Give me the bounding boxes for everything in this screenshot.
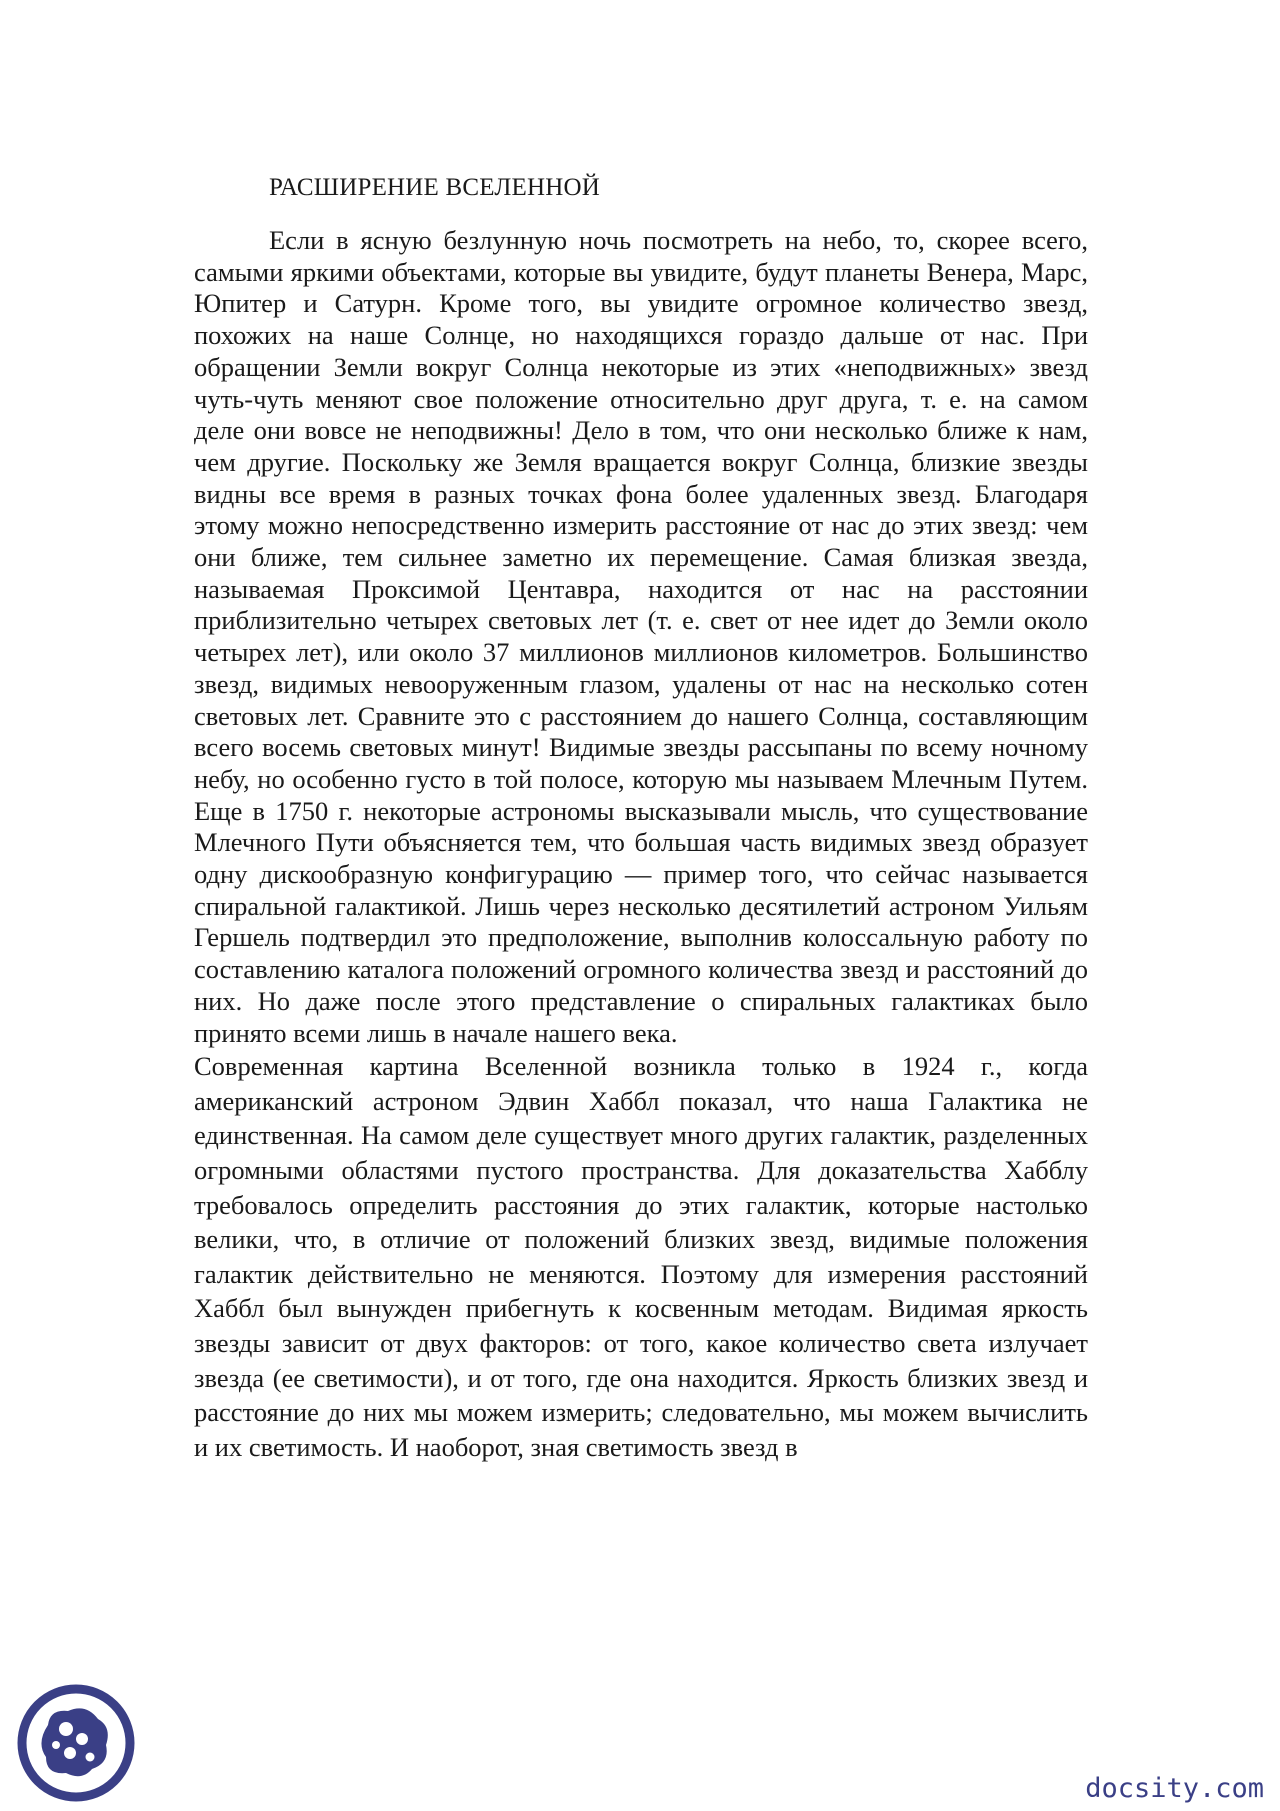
paragraph-1: Если в ясную безлунную ночь посмотреть на небо, то, скорее всего, самыми яркими объектами, которые вы увидите, будут планеты Венера, Марс, Юпитер и Сатурн. Кроме того, вы увидите огромное количество звезд, похожих на наше Солнце, но находящихся гораздо дальше от нас. При обращении Земли вокруг Солнца некоторые из этих «неподвижных» звезд чуть-чуть меняют свое положение относительно друг друга, т. е. на самом деле они вовсе не неподвижны! Дело в том, что они несколько ближе к нам, чем другие. Поскольку же Земля вращается вокруг Солнца, близкие звезды видны все время в разных точках фона более удаленных звезд. Благодаря этому можно непосредственно измерить расстояние от нас до этих звезд: чем они ближе, тем сильнее заметно их перемещение. Самая близкая звезда, называемая Проксимой Центавра, находится от нас на расстоянии приблизительно четырех световых лет (т. е. свет от нее идет до Земли около четырех лет), или около 37 миллионов миллионов километров. Большинство звезд, видимых невооруженным глазом, удалены от нас на несколько сотен световых лет. Сравните это с расстоянием до нашего Солнца, составляющим всего восемь световых минут! Видимые звезды рассыпаны по всему ночному небу, но особенно густо в той полосе, которую мы называем Млечным Путем. Еще в 1750 г. некоторые астрономы высказывали мысль, что существование Млечного Пути объясняется тем, что большая часть видимых звезд образует одну дискообразную конфигурацию — пример того, что сейчас называется спиральной галактикой. Лишь через несколько десятилетий астроном Уильям Гершель подтвердил это предположение, выполнив колоссальную работу по составлению каталога положений огромного количества звезд и расстояний до них. Но даже после этого представление о спиральных галактиках было принято всеми лишь в начале нашего века. <box>194 225 1088 1048</box>
paragraph-2: Современная картина Вселенной возникла только в 1924 г., когда американский астроном Эдвин Хаббл показал, что наша Галактика не единственная. На самом деле существует много других галактик, разделенных огромными областями пустого пространства. Для доказательства Хабблу требовалось определить расстояния до этих галактик, которые настолько велики, что, в отличие от положений близких звезд, видимые положения галактик действительно не меняются. Поэтому для измерения расстояний Хаббл был вынужден прибегнуть к косвенным методам. Видимая яркость звезды зависит от двух факторов: от того, какое количество света излучает звезда (ее светимости), и от того, где она находится. Яркость близких звезд и расстояние до них мы можем измерить; следовательно, мы можем вычислить и их светимость. И наоборот, зная светимость звезд в <box>194 1051 1088 1462</box>
document-body <box>194 225 1088 1464</box>
document-title: РАСШИРЕНИЕ ВСЕЛЕННОЙ <box>269 174 601 201</box>
docsity-watermark[interactable]: docsity.com <box>1085 1773 1264 1804</box>
docsity-logo-icon[interactable] <box>16 1683 136 1803</box>
docsity-logo-svg <box>16 1683 136 1803</box>
